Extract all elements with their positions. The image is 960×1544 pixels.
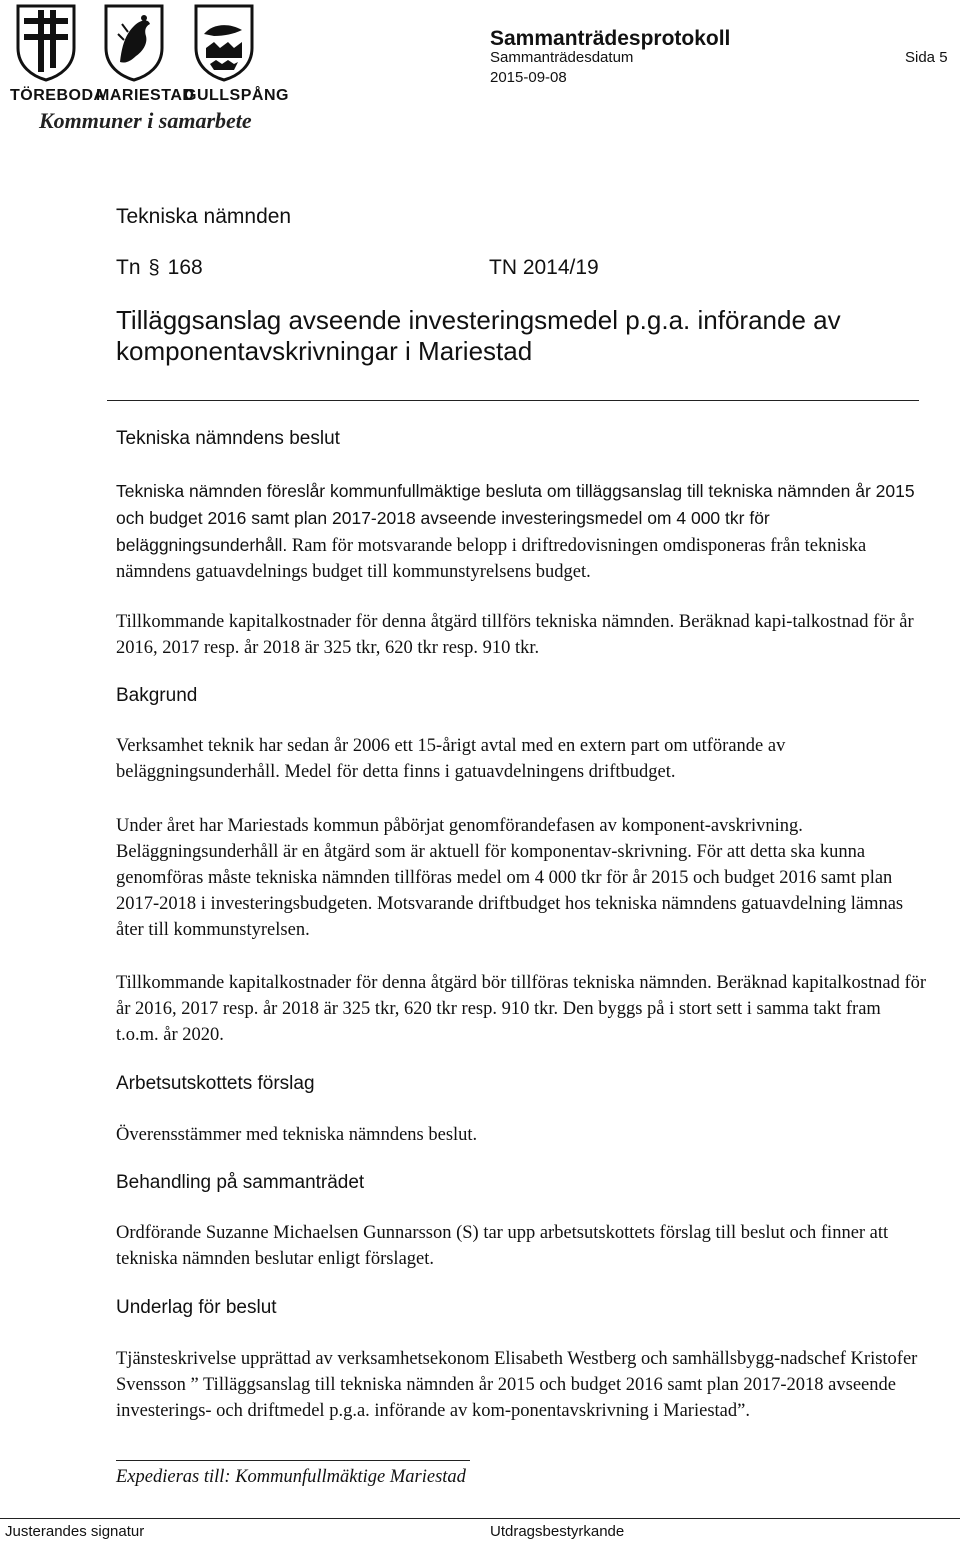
decision-paragraph-1-part-a: Tekniska nämnden föreslår kommunfullmäktige besluta om tilläggsanslag till tekniska nämnden år 2015 och budget 2016 samt plan 2017-2018 avseende investeringsmedel om 4 000 tkr för beläggningsunderhåll. — [116, 481, 915, 555]
signature-label: Justerandes signatur — [5, 1523, 145, 1540]
logo-tagline: Kommuner i samarbete — [39, 108, 252, 133]
committee-name: Tekniska nämnden — [116, 205, 292, 228]
meeting-heading: Behandling på sammanträdet — [116, 1172, 365, 1193]
proposal-heading: Arbetsutskottets förslag — [116, 1073, 315, 1094]
case-reference: TN 2014/19 — [489, 256, 599, 279]
mariestad-shield-icon — [104, 4, 164, 82]
gullspang-shield-icon — [194, 4, 254, 82]
case-number-value: 168 — [167, 256, 203, 279]
decision-paragraph-2: Tillkommande kapitalkostnader för denna åtgärd tillförs tekniska nämnden. Beräknad kapi-talkostnad för år 2016, 2017 resp. år 2018 är 325 tkr, 620 tkr resp. 910 tkr. — [116, 612, 914, 658]
document-title: Tilläggsanslag avseende investeringsmedel p.g.a. införande av komponentavskrivningar i Mariestad — [116, 305, 841, 366]
title-divider — [107, 400, 919, 401]
logo-municipality-mariestad: MARIESTAD — [96, 87, 195, 104]
decision-paragraph-1 — [116, 478, 928, 585]
logo-municipality-toreboda: TÖREBODA — [10, 87, 106, 104]
case-number — [116, 256, 203, 280]
toreboda-shield-icon — [16, 4, 76, 82]
background-paragraph-1: Verksamhet teknik har sedan år 2006 ett 15-årigt avtal med en extern part om utförande av beläggningsunderhåll. Medel för detta finns i gatuavdelningens driftbudget. — [116, 736, 786, 782]
extract-label: Utdragsbestyrkande — [490, 1523, 625, 1540]
basis-text: Tjänsteskrivelse upprättad av verksamhetsekonom Elisabeth Westberg och samhällsbygg-nadschef Kristofer Svensson ” Tilläggsanslag till tekniska nämnden år 2015 och budget 2016 samt plan 2017-2018 avseende investerings- och driftmedel p.g.a. införande av kom-ponentavskrivning i Mariestad”. — [116, 1349, 918, 1421]
background-paragraph-3: Tillkommande kapitalkostnader för denna åtgärd bör tillföras tekniska nämnden. Beräknad kapitalkostnad för år 2016, 2017 resp. år 2018 är 325 tkr, 620 tkr resp. 910 tkr. Den byggs på i stort sett i samma takt fram t.o.m. år 2020. — [116, 973, 927, 1045]
dispatch-line: Expedieras till: Kommunfullmäktige Mariestad — [116, 1467, 466, 1487]
meeting-date-label: Sammanträdesdatum — [490, 49, 634, 66]
background-heading: Bakgrund — [116, 685, 198, 706]
proposal-text: Överensstämmer med tekniska nämndens beslut. — [116, 1125, 478, 1145]
decision-heading: Tekniska nämndens beslut — [116, 428, 340, 449]
meeting-text: Ordförande Suzanne Michaelsen Gunnarsson (S) tar upp arbetsutskottets förslag till beslut och finner att tekniska nämnden beslutar enligt förslaget. — [116, 1223, 889, 1269]
dispatch-divider — [116, 1460, 470, 1461]
case-prefix: Tn — [116, 256, 141, 279]
basis-heading: Underlag för beslut — [116, 1297, 277, 1318]
section-symbol: § — [148, 257, 160, 279]
municipality-logo — [6, 0, 289, 138]
logo-municipality-gullspang: GULLSPÅNG — [184, 87, 289, 104]
footer-divider — [0, 1518, 960, 1519]
background-paragraph-2: Under året har Mariestads kommun påbörjat genomförandefasen av komponent-avskrivning. Beläggningsunderhåll är en åtgärd som är aktuell för komponentav-skrivning. För att detta ska kunna genomföras måste tekniska nämnden tillföras medel om 4 000 tkr för år 2015 och budget 2016 samt plan 2017-2018 i investeringsbudgeten. Motsvarande driftbudget hos tekniska nämndens gatuavdelning lämnas åter till kommunstyrelsen. — [116, 816, 904, 940]
meeting-date: 2015-09-08 — [490, 69, 567, 86]
decision-paragraph-1-part-b: Ram för motsvarande belopp i driftredovisningen omdisponeras från tekniska nämndens gatuavdelnings budget till kommunstyrelsens budget. — [116, 536, 867, 582]
protocol-title: Sammanträdesprotokoll — [490, 27, 731, 50]
page-number: Sida 5 — [905, 49, 948, 66]
